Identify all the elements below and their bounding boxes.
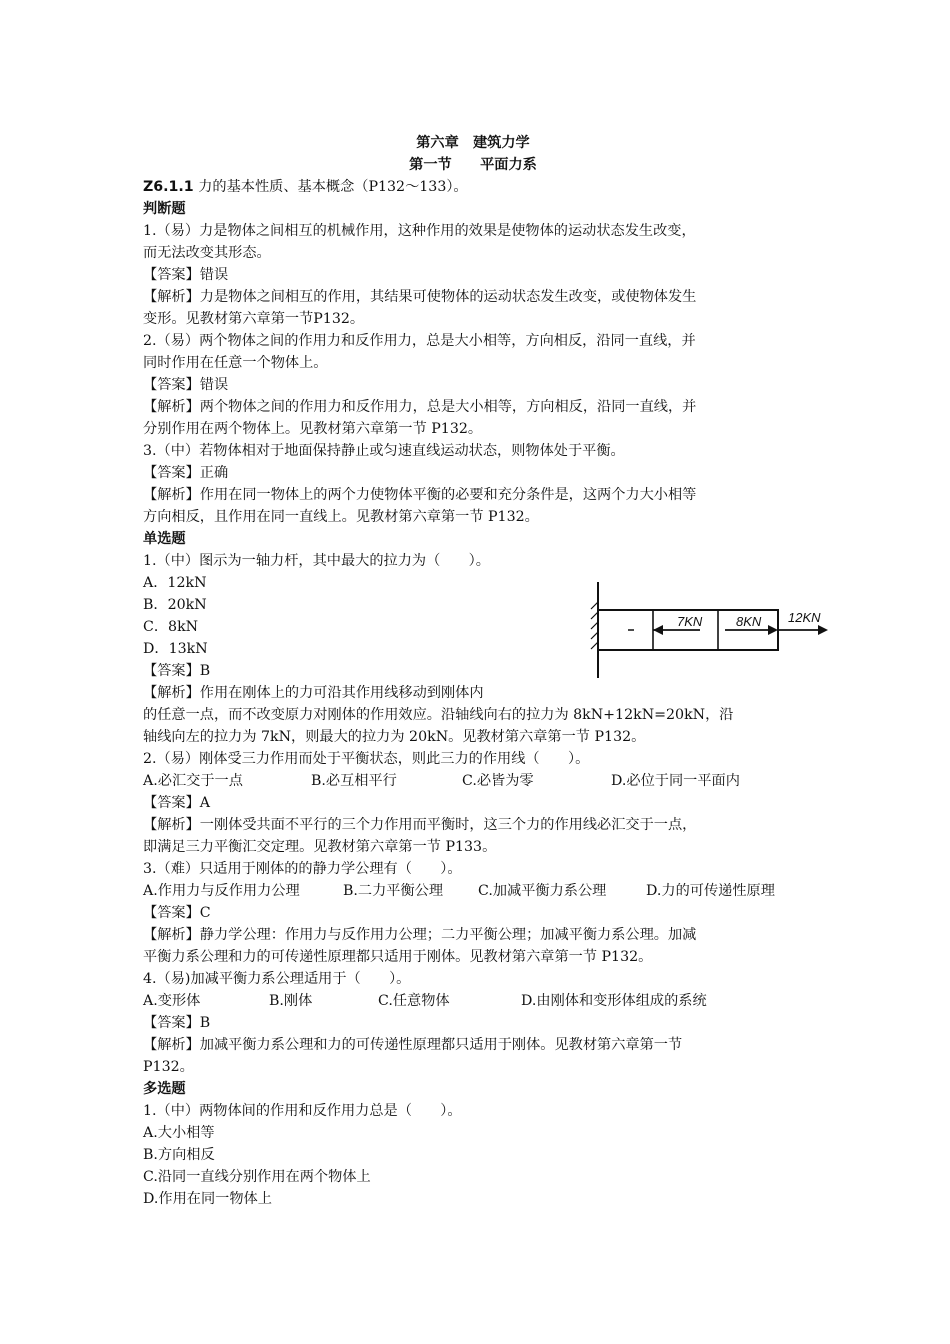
sc-q3-explanation-2: 平衡力系公理和力的可传递性原理都只适用于刚体。见教材第六章第一节 P132。 — [143, 949, 653, 965]
tf-heading: 判断题 — [143, 201, 186, 217]
sc-heading: 单选题 — [143, 531, 186, 547]
sc-q2-answer: 【答案】A — [143, 795, 210, 811]
sc-q3-option-d: D.力的可传递性原理 — [646, 883, 775, 899]
sc-q3-explanation-1: 【解析】静力学公理：作用力与反作用力公理；二力平衡公理；加减平衡力系公理。加减 — [143, 927, 697, 943]
sc-q1-explanation-3: 轴线向左的拉力为 7kN，则最大的拉力为 20kN。见教材第六章第一节 P132。 — [143, 729, 646, 745]
sc-q3-question: 3.（难）只适用于刚体的的静力学公理有（ ）。 — [143, 861, 462, 877]
sc-q2-explanation-2: 即满足三力平衡汇交定理。见教材第六章第一节 P133。 — [143, 839, 497, 855]
topic-line — [143, 176, 813, 198]
tf-q3-line1: 3.（中）若物体相对于地面保持静止或匀速直线运动状态，则物体处于平衡。 — [143, 443, 625, 459]
tf-q1-explanation-1: 【解析】力是物体之间相互的作用，其结果可使物体的运动状态发生改变，或使物体发生 — [143, 289, 697, 305]
tf-q3-explanation-2: 方向相反，且作用在同一直线上。见教材第六章第一节 P132。 — [143, 509, 539, 525]
sc-q4-option-c: C.任意物体 — [378, 993, 450, 1009]
sc-q1-option-a: A．12kN — [143, 575, 207, 591]
topic-text: 力的基本性质、基本概念（P132～133）。 — [193, 179, 468, 195]
sc-q1-explanation-2: 的任意一点，而不改变原力对刚体的作用效应。沿轴线向右的拉力为 8kN+12kN=20kN，沿 — [143, 707, 734, 723]
sc-q3-option-c: C.加减平衡力系公理 — [478, 883, 607, 899]
sc-q2-option-c: C.必皆为零 — [462, 773, 534, 789]
sc-q1-answer: 【答案】B — [143, 663, 211, 679]
topic-code: Z6.1.1 — [143, 179, 194, 195]
force-8kn-label: 8KN — [736, 614, 762, 629]
sc-q2-option-b: B.必互相平行 — [311, 773, 397, 789]
fixed-support-hatching — [591, 602, 598, 649]
tf-q2-explanation-1: 【解析】两个物体之间的作用力和反作用力，总是大小相等，方向相反，沿同一直线，并 — [143, 399, 697, 415]
tf-q2-explanation-2: 分别作用在两个物体上。见教材第六章第一节 P132。 — [143, 421, 483, 437]
tf-q1-explanation-2: 变形。见教材第六章第一节P132。 — [143, 311, 365, 327]
sc-q2-options — [143, 770, 813, 792]
sc-q3-answer: 【答案】C — [143, 905, 211, 921]
chapter-title: 第六章 建筑力学 — [416, 135, 530, 151]
force-12kn-label: 12KN — [788, 610, 821, 625]
tf-q2-line1: 2.（易）两个物体之间的作用力和反作用力，总是大小相等，方向相反，沿同一直线，并 — [143, 333, 696, 349]
tf-q2-line2: 同时作用在任意一个物体上。 — [143, 355, 328, 371]
sc-q4-explanation-2: P132。 — [143, 1059, 194, 1075]
section-title: 第一节 平面力系 — [409, 157, 537, 173]
sc-q4-question: 4.（易)加减平衡力系公理适用于（ ）。 — [143, 971, 411, 987]
sc-q4-answer: 【答案】B — [143, 1015, 211, 1031]
sc-q3-option-b: B.二力平衡公理 — [343, 883, 444, 899]
sc-q4-explanation-1: 【解析】加减平衡力系公理和力的可传递性原理都只适用于刚体。见教材第六章第一节 — [143, 1037, 683, 1053]
sc-q3-option-a: A.作用力与反作用力公理 — [143, 883, 300, 899]
sc-q1-option-b: B．20kN — [143, 597, 207, 613]
sc-q4-option-b: B.刚体 — [269, 993, 313, 1009]
sc-q1-explanation-1: 【解析】作用在刚体上的力可沿其作用线移动到刚体内 — [143, 685, 484, 701]
sc-q1-option-c: C．8kN — [143, 619, 199, 635]
sc-q3-options — [143, 880, 813, 902]
sc-q2-explanation-1: 【解析】一刚体受共面不平行的三个力作用而平衡时，这三个力的作用线必汇交于一点， — [143, 817, 697, 833]
mc-q1-option-d: D.作用在同一物体上 — [143, 1191, 272, 1207]
force-8kn-arrowhead — [768, 625, 778, 635]
sc-q4-options — [143, 990, 813, 1012]
mc-q1-question: 1.（中）两物体间的作用和反作用力总是（ ）。 — [143, 1103, 462, 1119]
mc-q1-option-c: C.沿同一直线分别作用在两个物体上 — [143, 1169, 371, 1185]
force-7kn-arrowhead — [653, 625, 663, 635]
sc-q2-option-d: D.必位于同一平面内 — [611, 773, 740, 789]
sc-q1-option-d: D．13kN — [143, 641, 208, 657]
sc-q2-option-a: A.必汇交于一点 — [143, 773, 243, 789]
sc-q4-option-a: A.变形体 — [143, 993, 201, 1009]
sc-q2-question: 2.（易）刚体受三力作用而处于平衡状态，则此三力的作用线（ ）。 — [143, 751, 590, 767]
sc-q1-question: 1.（中）图示为一轴力杆，其中最大的拉力为（ ）。 — [143, 553, 490, 569]
tf-q2-answer: 【答案】错误 — [143, 377, 229, 393]
mc-q1-option-a: A.大小相等 — [143, 1125, 215, 1141]
tf-q1-answer: 【答案】错误 — [143, 267, 229, 283]
axial-force-bar-diagram — [590, 580, 840, 680]
tf-q3-answer: 【答案】正确 — [143, 465, 229, 481]
tf-q3-explanation-1: 【解析】作用在同一物体上的两个力使物体平衡的必要和充分条件是，这两个力大小相等 — [143, 487, 697, 503]
force-7kn-label: 7KN — [677, 614, 703, 629]
tf-q1-line1: 1.（易）力是物体之间相互的机械作用，这种作用的效果是使物体的运动状态发生改变， — [143, 223, 696, 239]
mc-q1-option-b: B.方向相反 — [143, 1147, 215, 1163]
force-12kn-arrowhead — [818, 625, 828, 635]
tf-q1-line2: 而无法改变其形态。 — [143, 245, 271, 261]
sc-q4-option-d: D.由刚体和变形体组成的系统 — [521, 993, 707, 1009]
mc-heading: 多选题 — [143, 1081, 186, 1097]
